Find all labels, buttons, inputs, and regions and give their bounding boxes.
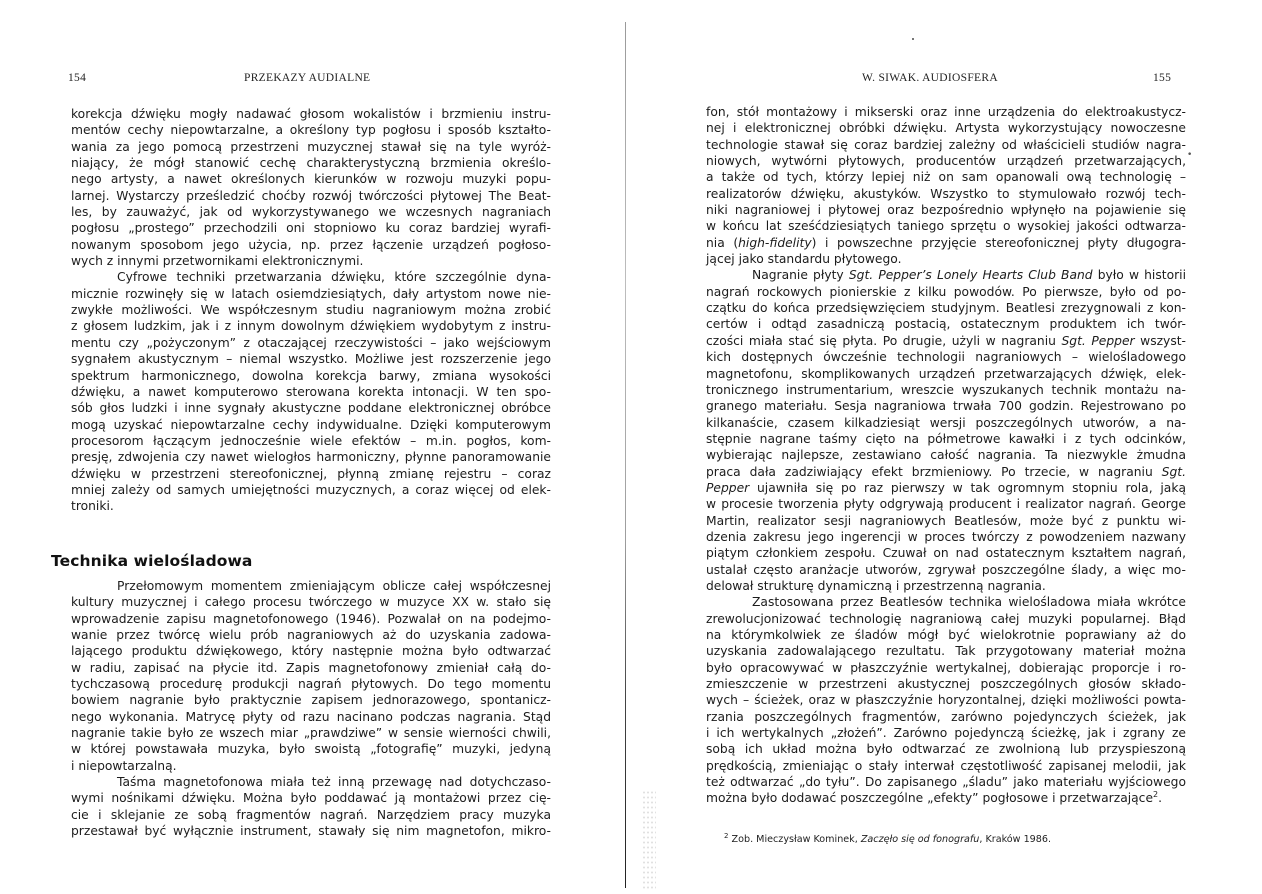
text-line: można było dodawać poszczególne „efekty” pogłosowe i przetwarzające$^2$. xyxy=(706,790,1163,806)
text-line: niowych, wytwórni płytowych, producentów urządzeń przetwarzających, xyxy=(706,154,1186,169)
text-line: mentów cechy niepowtarzalne, a określony typ pogłosu i sposób kształto- xyxy=(71,123,551,138)
footnote-suffix: , Kraków 1986. xyxy=(979,834,1052,845)
text-line: zrewolucjonizować technologię nagraniową całej muzyki popularnej. Błąd xyxy=(706,611,1186,626)
text-line: sób głos ludzki i inne sygnały akustyczne poddane elektronicznej obróbce xyxy=(71,401,551,416)
text-line: troniki. xyxy=(71,499,114,514)
text-line: granego materiału. Sesja nagraniowa trwała 700 godzin. Rejestrowano po xyxy=(706,399,1186,414)
footnote-number: 2 xyxy=(724,831,729,840)
text-line: wych z innymi przetwornikami elektronicznymi. xyxy=(71,254,364,269)
text-line: Nagranie płyty Sgt. Pepper’s Lonely Hearts Club Band było w historii xyxy=(752,268,1186,283)
paragraph xyxy=(706,267,1186,594)
text-line: stępnie nagrane taśmy cięto na półmetrowe kawałki i z tych odcinków, xyxy=(706,431,1186,446)
text-line: Przełomowym momentem zmieniającym oblicze całej współczesnej xyxy=(117,579,551,593)
text-line: nagrań rockowych pionierskie z kilku powodów. Po pierwsze, było od po- xyxy=(706,284,1186,299)
text-line: delował strukturę dynamiczną i przestrzenną nagrania. xyxy=(706,578,1046,593)
text-line: pogłosu „prostego” przechodzili oni stopniowo ku coraz bardziej wyrafi- xyxy=(71,221,551,236)
margin-mark: • xyxy=(1187,150,1193,160)
text-line: certów i odtąd zasadniczą postacią, ostatecznym produktem ich twór- xyxy=(706,317,1186,332)
text-line: praca dała zadziwiający efekt brzmieniowy. Po trzecie, w nagraniu Sgt. xyxy=(706,464,1186,479)
text-line: dźwięku, a nawet komputerowo sterowana korekta intonacji. W ten spo- xyxy=(71,384,551,399)
text-line: kilkanaście, czasem kilkadziesiąt wersji poszczególnych utworów, a na- xyxy=(706,415,1186,430)
text-line: Taśma magnetofonowa miała też inną przewagę nad dotychczaso- xyxy=(117,775,551,790)
left-body-text-bottom xyxy=(71,578,551,840)
text-line: Cyfrowe techniki przetwarzania dźwięku, które szczególnie dyna- xyxy=(117,270,551,285)
text-line: rzania poszczególnych fragmentów, zarówno pojedynczych ścieżek, jak xyxy=(706,709,1186,724)
text-line: tychczasową procedurę produkcji nagrań płytowych. Do tego momentu xyxy=(71,677,551,692)
text-line: technologie stawał się coraz bardziej zależny od właścicieli studiów nagra- xyxy=(706,137,1186,152)
running-title-left: PRZEKAZY AUDIALNE xyxy=(244,72,371,84)
text-line: spektrum harmonicznego, dowolna korekcja barwy, zmiana wysokości xyxy=(71,368,551,383)
text-line: w końcu lat sześćdziesiątych taniego sprzętu o wysokiej jakości odtwarza- xyxy=(706,219,1186,234)
left-page xyxy=(0,0,626,894)
text-line: nia (high-fidelity) i powszechne przyjęcie stereofonicznej płyty długogra- xyxy=(706,235,1186,250)
text-line: jącej jako standardu płytowego. xyxy=(706,252,902,267)
text-line: lającego produktu dźwiękowego, który następnie można było odtwarzać xyxy=(71,644,551,659)
text-line: niający, że mógł stanowić cechę charakterystyczną brzmienia określo- xyxy=(71,156,551,171)
text-line: prędkością, zmieniając o stały interwał częstotliwość zapisanej melodii, jak xyxy=(706,758,1186,773)
text-line: larnej. Wystarczy prześledzić choćby rozwój twórczości płytowej The Beat- xyxy=(71,188,551,203)
text-line: dzenia zakresu jego ingerencji w proces twórczy z powodzeniem nazwany xyxy=(706,529,1186,544)
paragraph xyxy=(706,594,1186,806)
text-line: zmieszczenie w przestrzeni akustycznej poszczególnych głosów składo- xyxy=(706,677,1186,692)
text-line: mentu czy „pożyczonym” z otaczającej rzeczywistości – jako wejściowym xyxy=(71,335,551,350)
text-line: korekcja dźwięku mogły nadawać głosom wokalistów i brzmieniu instru- xyxy=(71,107,551,121)
text-line: wprowadzenie zapisu magnetofonowego (1946). Pozwalał on na podejmo- xyxy=(71,611,551,626)
text-line: na którymkolwiek ze śladów mógł być wielokrotnie poprawiany aż do xyxy=(706,628,1186,642)
text-line: realizatorów dźwięku, akustyków. Wszystko to stymulowało rozwój tech- xyxy=(706,186,1186,201)
text-line: zwykłe możliwości. We współczesnym studiu nagraniowym można zrobić xyxy=(71,303,551,318)
text-line: a także od tych, którzy lepiej niż on sam opanowali ową technologię – xyxy=(706,170,1186,185)
footnote xyxy=(724,831,1052,845)
text-line: Martin, realizator sesji nagraniowych Beatlesów, może być z punktu wi- xyxy=(706,513,1186,528)
right-page xyxy=(626,0,1262,894)
text-line: wych – ścieżek, oraz w płaszczyźnie horyzontalnej, dzięki możliwości powta- xyxy=(706,693,1186,708)
text-line: przestawał być wyłącznie instrument, stawały się nim magnetofon, mikro- xyxy=(71,824,551,839)
text-line: w radiu, zapisać na płycie itd. Zapis magnetofonowy zmieniał całą do- xyxy=(71,660,551,675)
text-line: i ich wertykalnych „złożeń”. Zarówno pojedynczą ścieżkę, jak i zgrany ze xyxy=(706,726,1186,741)
footnote-prefix: Zob. Mieczysław Kominek, xyxy=(731,834,858,845)
page-number-right: 155 xyxy=(1153,72,1172,84)
text-line: nej i elektronicznej obróbki dźwięku. Artysta wykorzystujący nowoczesne xyxy=(706,121,1186,136)
text-line: magnetofonu, skomplikowanych urządzeń przetwarzających dźwięk, elek- xyxy=(706,366,1186,381)
text-line: wania za jego pomocą przestrzeni muzycznej stawał się na tyle wyróż- xyxy=(71,139,551,154)
text-line: Zastosowana przez Beatlesów technika wielośladowa miała wkrótce xyxy=(752,595,1186,610)
text-line: piątym członkiem zespołu. Czuwał on nad ostatecznym kształtem nagrań, xyxy=(706,546,1186,561)
text-line: było opracowywać w płaszczyźnie wertykalnej, dobierając proporcje i ro- xyxy=(706,660,1186,675)
text-line: ustalał często aranżacje utworów, zgrywał poszczególne ślady, a więc mo- xyxy=(706,562,1186,577)
left-body-text-top xyxy=(71,106,551,515)
footnote-reference: 2 xyxy=(1153,790,1159,800)
paragraph xyxy=(71,269,551,514)
text-line: dźwięku w przestrzeni stereofonicznej, płynną zmianę rejestru – coraz xyxy=(71,466,551,481)
text-line: wybierając najlepsze, zestawiano całość nagrania. Ta niezwykle żmudna xyxy=(706,448,1186,463)
text-line: procesorom łączącym jednocześnie wiele efektów – m.in. pogłos, kom- xyxy=(71,433,551,448)
text-line: nego wykonania. Matrycę płyty od razu nacinano podczas nagrania. Stąd xyxy=(71,709,551,724)
text-line: mogą uzyskać niepowtarzalne cechy indywidualne. Dzięki komputerowym xyxy=(71,417,551,432)
page-number-left: 154 xyxy=(68,72,87,84)
text-line: bowiem nagranie było praktycznie zapisem jednorazowego, spontanicz- xyxy=(71,693,551,708)
text-line: nowanym sposobom jego użycia, np. przez łączenie urządzeń pogłoso- xyxy=(71,237,551,252)
text-line: niki nagraniowej i płytowej oraz bezpośrednio wpłynęło na pojawienie się xyxy=(706,203,1186,218)
text-line: wanie przez twórcę wielu prób nagraniowych aż do uzyskania zadowa- xyxy=(71,628,551,643)
footnote-title: Zaczęło się od fonografu xyxy=(860,834,980,845)
paragraph xyxy=(71,774,551,839)
text-line: fon, stół montażowy i mikserski oraz inne urządzenia do elektroakustycz- xyxy=(706,105,1186,119)
text-line: czątku do końca przedsięwzięciem studyjnym. Beatlesi zrezygnowali z kon- xyxy=(706,301,1186,316)
text-line: wymi nośnikami dźwięku. Można było poddawać ją montażowi przez cię- xyxy=(71,791,551,806)
text-line: w procesie tworzenia płyty odgrywają producent i realizator nagrań. George xyxy=(706,497,1186,512)
text-line: kich dostępnych ówcześnie technologii nagraniowych – wielośladowego xyxy=(706,350,1186,365)
text-line: micznie rozwinęły się w latach osiemdziesiątych, dały artystom nowe nie- xyxy=(71,286,551,301)
section-heading: Technika wielośladowa xyxy=(51,552,253,570)
text-line: sygnałem akustycznym – niemal wszystko. Możliwe jest rozszerzenie jego xyxy=(71,352,551,367)
text-line: też odtwarzać „do tyłu”. Do zapisanego „śladu” jako materiału wyjściowego xyxy=(706,775,1186,790)
text-line: w której powstawała muzyka, było swoistą „fotografię” muzyki, jedyną xyxy=(71,742,551,757)
text-line: mniej zależy od samych umiejętności muzycznych, a coraz więcej od elek- xyxy=(71,482,551,497)
text-line: presję, zdwojenia czy nawet wielogłos harmoniczny, płynne panoramowanie xyxy=(71,450,551,465)
right-body-text xyxy=(706,104,1186,807)
text-line: uzyskania zadowalającego rezultatu. Tak przygotowany materiał można xyxy=(706,644,1186,659)
text-line: i niepowtarzalną. xyxy=(71,758,177,773)
text-line: nagranie takie było ze wszech miar „prawdziwe” w sensie wierności chwili, xyxy=(71,726,551,741)
paragraph xyxy=(71,578,551,774)
text-line: nego artysty, a nawet określonych kierunków w rozwoju muzyki popu- xyxy=(71,172,551,187)
text-line: kultury muzycznej i całego procesu twórczego w muzyce XX w. stało się xyxy=(71,595,551,610)
text-line: cie i sklejanie ze sobą fragmentów nagrań. Narzędziem pracy muzyka xyxy=(71,807,551,822)
text-line: tronicznego instrumentarium, wreszcie wyszukanych technik montażu na- xyxy=(706,382,1186,397)
paragraph xyxy=(706,104,1186,267)
text-line: les, by zauważyć, jak od wykorzystywanego we wczesnych nagraniach xyxy=(71,205,551,220)
text-line: czości miała stać się płyta. Po drugie, użyli w nagraniu Sgt. Pepper wszyst- xyxy=(706,333,1186,348)
text-line: z głosem ludzkim, jak i z innym dowolnym dźwiękiem wydobytym z instru- xyxy=(71,319,551,334)
paragraph xyxy=(71,106,551,269)
text-line: sobą ich układ można było odtwarzać ze zwolnioną lub przyspieszoną xyxy=(706,742,1186,757)
text-line: Pepper ujawniła się po raz pierwszy w tak ogromnym stopniu rola, jaką xyxy=(706,480,1186,495)
running-title-right: W. SIWAK. AUDIOSFERA xyxy=(862,72,998,84)
